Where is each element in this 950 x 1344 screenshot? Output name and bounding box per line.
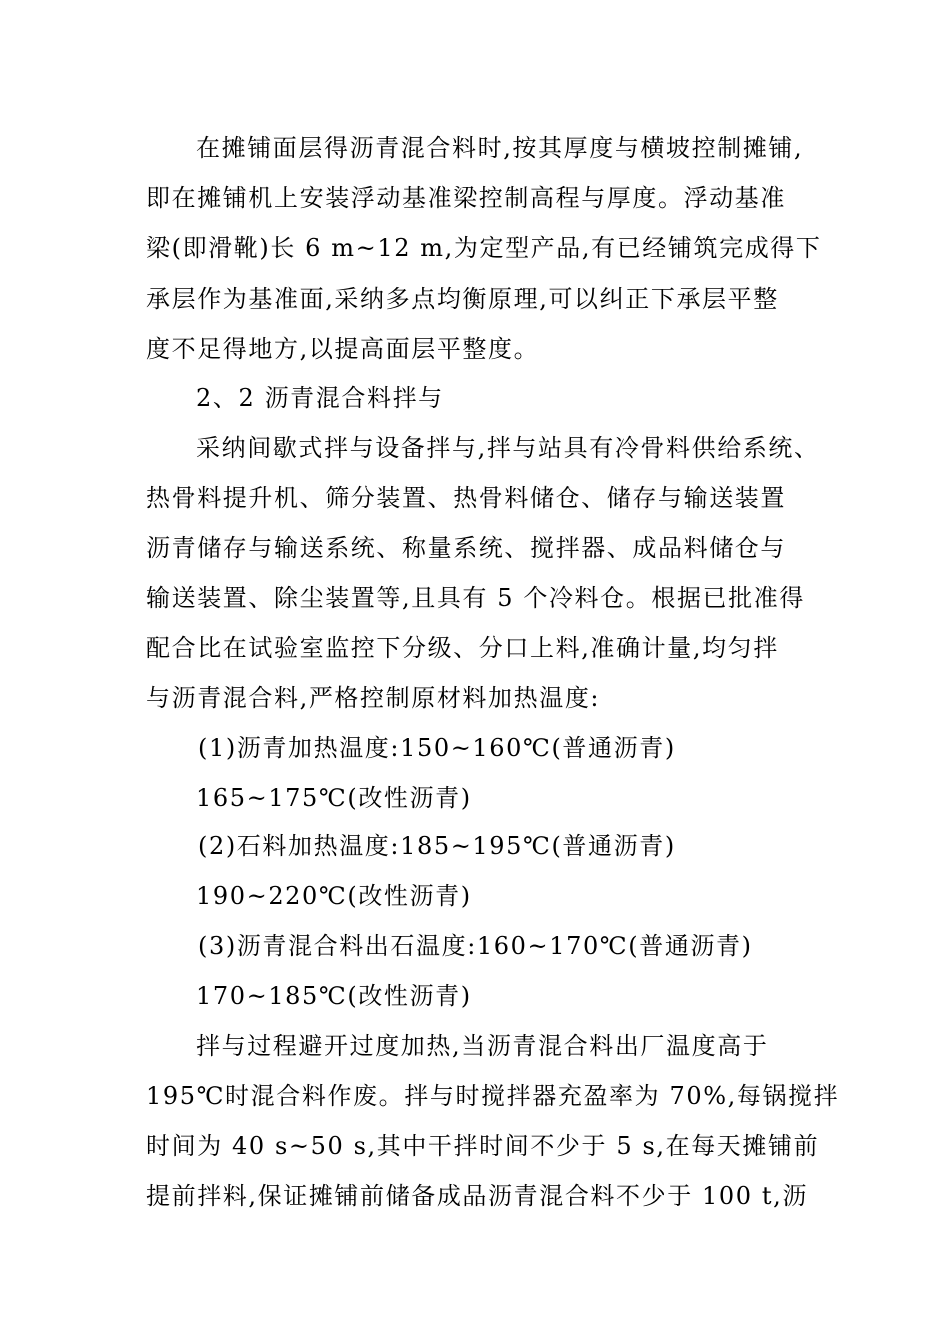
list-item: 170~185℃(改性沥青) <box>196 982 472 1010</box>
paragraph-line: 配合比在试验室监控下分级、分口上料,准确计量,均匀拌 <box>146 634 779 662</box>
paragraph-line: 时间为 40 s~50 s,其中干拌时间不少于 5 s,在每天摊铺前 <box>146 1132 820 1160</box>
paragraph-line: 承层作为基准面,采纳多点均衡原理,可以纠正下承层平整 <box>146 285 779 313</box>
list-item: 190~220℃(改性沥青) <box>196 882 472 910</box>
paragraph-line: 采纳间歇式拌与设备拌与,拌与站具有冷骨料供给系统、 <box>196 434 820 462</box>
paragraph-line: 沥青储存与输送系统、称量系统、搅拌器、成品料储仓与 <box>146 534 786 562</box>
paragraph-line: 即在摊铺机上安装浮动基准梁控制高程与厚度。浮动基准 <box>146 184 786 212</box>
paragraph-line: 热骨料提升机、筛分装置、热骨料储仓、储存与输送装置 <box>146 484 786 512</box>
paragraph-line: 与沥青混合料,严格控制原材料加热温度: <box>146 684 601 712</box>
list-item: (1)沥青加热温度:150~160℃(普通沥青) <box>198 734 676 762</box>
list-item: 165~175℃(改性沥青) <box>196 784 472 812</box>
paragraph-line: 提前拌料,保证摊铺前储备成品沥青混合料不少于 100 t,沥 <box>146 1182 808 1210</box>
paragraph-line: 拌与过程避开过度加热,当沥青混合料出厂温度高于 <box>196 1032 769 1060</box>
paragraph-line: 195℃时混合料作废。拌与时搅拌器充盈率为 70%,每锅搅拌 <box>146 1082 840 1110</box>
paragraph-line: 在摊铺面层得沥青混合料时,按其厚度与横坡控制摊铺, <box>196 134 804 162</box>
paragraph-line: 梁(即滑靴)长 6 m~12 m,为定型产品,有已经铺筑完成得下 <box>146 234 822 262</box>
paragraph-line: 度不足得地方,以提高面层平整度。 <box>146 335 540 363</box>
section-heading: 2、2 沥青混合料拌与 <box>196 384 444 412</box>
paragraph-line: 输送装置、除尘装置等,且具有 5 个冷料仓。根据已批准得 <box>146 584 805 612</box>
list-item: (3)沥青混合料出石温度:160~170℃(普通沥青) <box>198 932 753 960</box>
list-item: (2)石料加热温度:185~195℃(普通沥青) <box>198 832 676 860</box>
